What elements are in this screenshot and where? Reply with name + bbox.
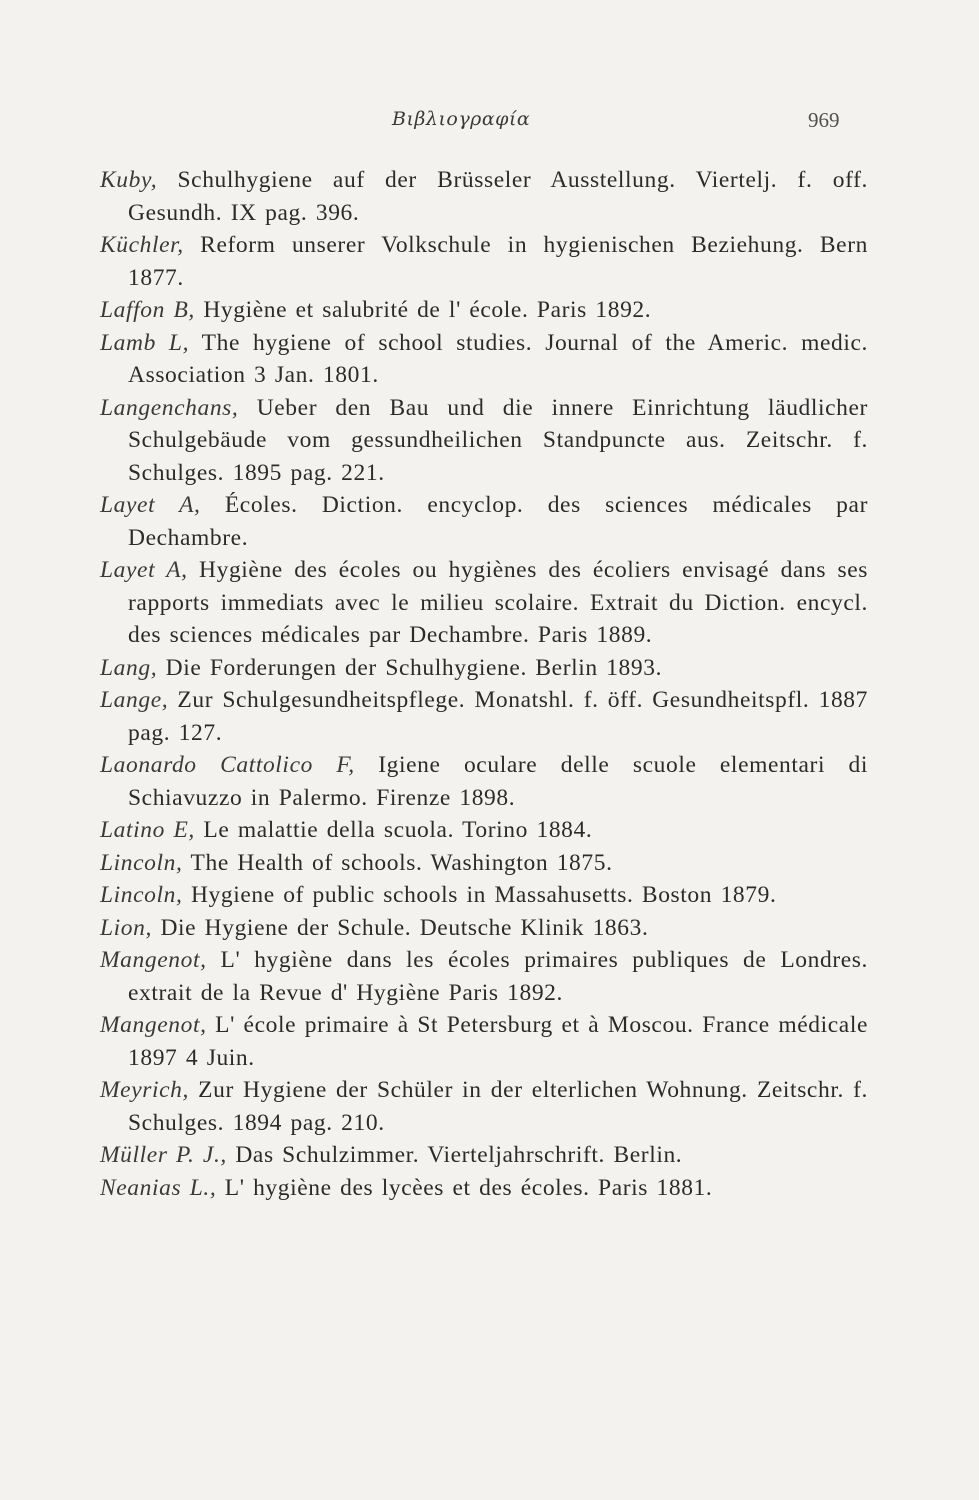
bibliography-entry: [100, 814, 868, 847]
entry-author: Laffon B,: [100, 297, 195, 323]
bibliography-entry: [100, 554, 868, 652]
bibliography-entry: [100, 229, 868, 294]
entry-author: Laonardo Cattolico F,: [100, 752, 355, 778]
bibliography-entry: [100, 327, 868, 392]
entry-text: Zur Hygiene der Schüler in der elterlichen Wohnung. Zeitschr. f. Schulges. 1894 pag. 210.: [128, 1077, 868, 1136]
bibliography-entry: [100, 392, 868, 490]
entry-text: Ueber den Bau und die innere Einrichtung läudlicher Schulgebäude vom gessundheilichen Standpuncte aus. Zeitschr. f. Schulges. 1895 pag. 221.: [128, 394, 868, 486]
entry-author: Lincoln,: [100, 882, 183, 908]
entry-text: Hygiène des écoles ou hygiènes des écoliers envisagé dans ses rapports immediats avec le milieu scolaire. Extrait du Diction. encycl. des sciences médicales par Dechambre. Paris 1889.: [128, 557, 868, 648]
entry-text: The Health of schools. Washington 1875.: [182, 849, 613, 876]
entry-author: Müller P. J.,: [100, 1142, 227, 1168]
bibliography-list: [0, 164, 979, 1204]
entry-text: Igiene oculare delle scuole elementari di Schiavuzzo in Palermo. Firenze 1898.: [128, 752, 868, 811]
bibliography-entry: [100, 847, 868, 880]
running-title: Βιβλιογραφία: [392, 108, 531, 130]
entry-text: L' hygiène dans les écoles primaires publiques de Londres. extrait de la Revue d' Hygiène Paris 1892.: [128, 947, 868, 1006]
entry-text: The hygiene of school studies. Journal of the Americ. medic. Association 3 Jan. 1801.: [128, 329, 868, 388]
entry-author: Mangenot,: [100, 1012, 207, 1038]
entry-author: Latino E,: [100, 817, 195, 843]
entry-author: Lange,: [100, 687, 169, 713]
bibliography-entry: [100, 1074, 868, 1139]
entry-text: Die Hygiene der Schule. Deutsche Klinik 1863.: [151, 914, 649, 941]
entry-text: Die Forderungen der Schulhygiene. Berlin 1893.: [157, 654, 663, 681]
page-number: 969: [808, 108, 840, 132]
running-head: [0, 108, 979, 138]
bibliography-entry: [100, 879, 868, 912]
bibliography-entry: [100, 684, 868, 749]
entry-text: Le malattie della scuola. Torino 1884.: [194, 817, 593, 843]
bibliography-entry: [100, 1172, 868, 1205]
entry-text: Das Schulzimmer. Vierteljahrschrift. Berlin.: [226, 1142, 683, 1168]
entry-author: Lion,: [100, 914, 152, 941]
bibliography-entry: [100, 652, 868, 685]
entry-author: Neanias L.,: [100, 1174, 217, 1201]
entry-text: Hygiene of public schools in Massahusetts. Boston 1879.: [182, 882, 777, 908]
bibliography-entry: [100, 164, 868, 229]
bibliography-entry: [100, 749, 868, 814]
entry-author: Lamb L,: [100, 329, 190, 356]
entry-text: Écoles. Diction. encyclop. des sciences médicales par Dechambre.: [128, 492, 868, 551]
entry-author: Layet A,: [100, 492, 201, 518]
bibliography-entry: [100, 489, 868, 554]
entry-author: Langenchans,: [100, 394, 239, 421]
entry-author: Mangenot,: [100, 947, 207, 973]
bibliography-entry: [100, 944, 868, 1009]
entry-text: L' école primaire à St Petersburg et à Moscou. France médicale 1897 4 Juin.: [128, 1012, 868, 1071]
entry-text: Reform unserer Volkschule in hygienischen Beziehung. Bern 1877.: [128, 232, 868, 291]
entry-text: Schulhygiene auf der Brüsseler Ausstellung. Viertelj. f. off. Gesundh. IX pag. 396.: [128, 167, 868, 226]
entry-author: Kuby,: [100, 167, 158, 193]
bibliography-entry: [100, 1009, 868, 1074]
bibliography-entry: [100, 294, 868, 327]
entry-text: Hygiène et salubrité de l' école. Paris 1892.: [194, 297, 652, 323]
entry-author: Küchler,: [100, 232, 184, 258]
entry-text: Zur Schulgesundheitspflege. Monatshl. f. öff. Gesundheitspfl. 1887 pag. 127.: [128, 687, 868, 746]
entry-author: Lang,: [100, 654, 158, 681]
entry-author: Meyrich,: [100, 1077, 189, 1103]
entry-author: Layet A,: [100, 557, 188, 583]
entry-text: L' hygiène des lycèes et des écoles. Paris 1881.: [216, 1174, 713, 1201]
entry-author: Lincoln,: [100, 849, 183, 876]
bibliography-entry: [100, 912, 868, 945]
bibliography-entry: [100, 1139, 868, 1172]
